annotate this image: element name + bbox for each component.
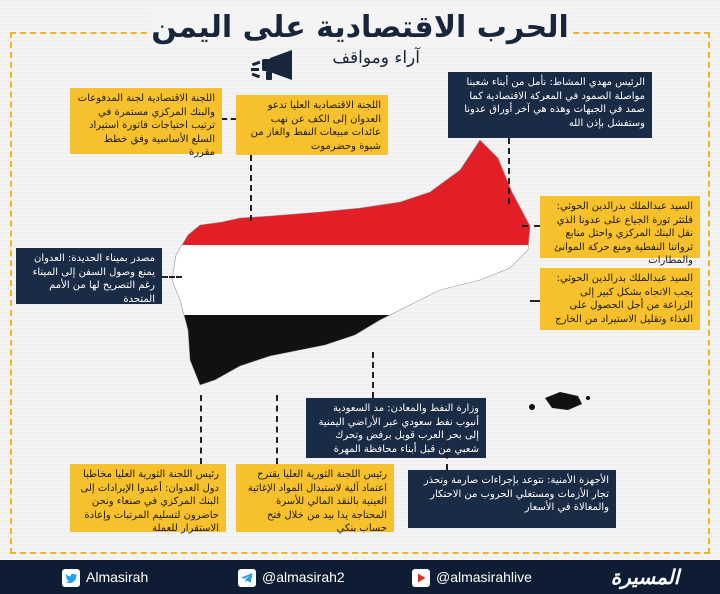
connector-line [222,118,236,120]
box-abdulmalik-revolution: السيد عبدالملك بدرالدين الحوثي: فلتثر ثورة الجياع على عدونا الذي نقل البنك المركزي واحتل منابع ثرواتنا النفطية ومنع حركة الموانئ والمطارات [540,196,700,258]
connector-line [530,300,540,302]
footer-twitter[interactable] [62,567,148,587]
connector-line [250,155,252,221]
connector-line [200,395,202,464]
box-president-mashat: الرئيس مهدي المشاط: نأمل من أبناء شعبنا مواصلة الصمود في المعركة الاقتصادية كما صمد في الجبهات وهذه هي آخر أوراق عدونا وستفشل بإذن الله [448,72,652,138]
footer-telegram-label: @almasirah2 [262,569,345,585]
box-economic-committee-payments: اللجنة الاقتصادية لجنة المدفوعات والبنك المركزي مستمرة في ترتيب احتياجات فاتورة استيراد السلع الأساسية وفق خطط مقررة [70,88,222,154]
page-title: الحرب الاقتصادية على اليمن [150,8,570,48]
box-abdulmalik-agriculture: السيد عبدالملك بدرالدين الحوثي: يجب الاتجاه بشكل كبير إلى الزراعة من أجل الحصول على الغذاء وتقليل الاستيراد من الخارج [540,268,700,330]
megaphone-icon [248,46,318,86]
box-revolutionary-committee-cash: رئيس اللجنة الثورية العليا يقترح اعتماد آلية لاستبدال المواد الإغاثية العينية بالنقد المالي للأسرة المحتاجة يدا بيد من خلال فتح حساب بنكي [236,464,394,532]
box-oil-ministry: وزارة النفط والمعادن: مد السعودية أنبوب نفط سعودي عبر الأراضي اليمنية إلى بحر العرب قوبل برفض وتحرك شعبي من قبل أبناء محافظة المهرة [306,398,486,458]
footer-telegram[interactable] [238,567,345,587]
connector-line [372,352,374,398]
footer-twitter-label: Almasirah [86,569,149,585]
box-hodeidah-port: مصدر بميناء الحديدة: العدوان يمنع وصول السفن إلى الميناء رغم التصريح لها من الأمم المتحدة [16,248,162,304]
box-economic-committee-oil-revenues: اللجنة الاقتصادية العليا تدعو العدوان إلى الكف عن نهب عائدات مبيعات النفط والغاز من شبوة وحضرموت [236,95,388,155]
youtube-icon [412,569,430,587]
footer-youtube[interactable] [412,567,532,587]
connector-line [522,225,540,227]
connector-line [276,395,278,464]
connector-line [508,138,510,204]
telegram-icon [238,569,256,587]
yemen-flag-map [160,130,590,430]
footer-bar [0,560,720,594]
footer-youtube-label: @almasirahlive [436,569,532,585]
almasirah-logo: المسيرة [610,565,680,589]
box-revolutionary-committee-revenues: رئيس اللجنة الثورية العليا مخاطبا دول العدوان: أعيدوا الإيرادات إلى البنك المركزي في صنعاء ونحن حاضرون لتسليم المرتبات وإعادة الاستقرار للعملة [70,464,226,532]
twitter-icon [62,569,80,587]
page-subtitle: آراء ومواقف [332,48,420,68]
connector-line [446,430,448,470]
connector-line [162,276,182,278]
box-security-agencies: الأجهزة الأمنية: نتوعد بإجراءات صارمة ونحذر تجار الأزمات ومستغلي الحروب من الاحتكار والمغالاة في الأسعار [408,470,616,528]
